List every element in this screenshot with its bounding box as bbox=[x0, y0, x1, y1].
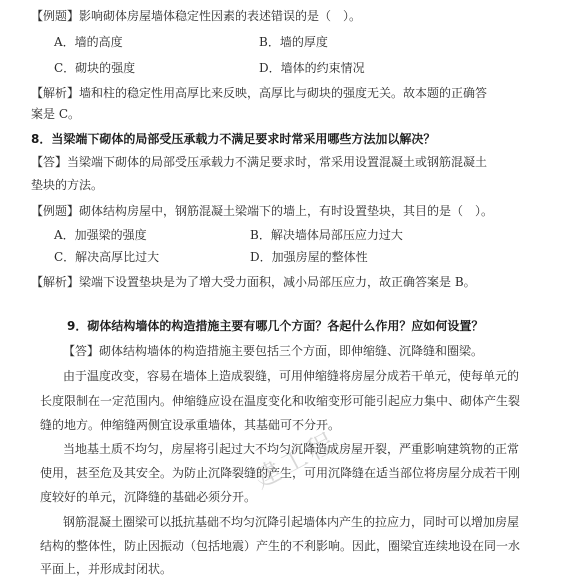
example2-option-d: D．加强房屋的整体性 bbox=[250, 250, 368, 264]
watermark: 建工程 bbox=[249, 426, 343, 496]
q9-line: 钢筋混凝土圈梁可以抵抗基础不均匀沉降引起墙体内产生的拉应力，同时可以增加房屋 bbox=[63, 515, 520, 529]
example2-stem: 【例题】砌体结构房屋中，钢筋混凝土梁端下的墙上，有时设置垫块，其目的是（ ）。 bbox=[31, 204, 494, 218]
example1-option-a: A．墙的高度 bbox=[54, 35, 123, 49]
q8-answer-line2: 垫块的方法。 bbox=[31, 178, 104, 192]
example2-option-a: A．加强梁的强度 bbox=[54, 228, 147, 242]
example2-option-c: C．解决高厚比过大 bbox=[54, 250, 160, 264]
q9-line: 平面上，并形成封闭状。 bbox=[40, 562, 173, 576]
q9-line: 由于温度改变，容易在墙体上造成裂缝，可用伸缩缝将房屋分成若干单元，使每单元的 bbox=[63, 369, 520, 383]
example1-option-c: C．砌块的强度 bbox=[54, 61, 136, 75]
q9-title: 9．砌体结构墙体的构造措施主要有哪几个方面？各起什么作用？应如何设置？ bbox=[67, 319, 484, 333]
q9-line: 当地基土质不均匀，房屋将引起过大不均匀沉降造成房屋开裂，严重影响建筑物的正常 bbox=[63, 442, 520, 456]
example2-option-b: B．解决墙体局部压应力过大 bbox=[250, 228, 403, 242]
example2-analysis: 【解析】梁端下设置垫块是为了增大受力面积，减小局部压应力，故正确答案是 B。 bbox=[31, 275, 476, 289]
q9-line: 缝的地方。伸缩缝两侧宜设承重墙体，其基础可不分开。 bbox=[40, 418, 341, 432]
example1-analysis-line2: 案是 C。 bbox=[31, 107, 80, 121]
example1-option-b: B．墙的厚度 bbox=[259, 35, 328, 49]
q8-title: 8．当梁端下砌体的局部受压承载力不满足要求时常采用哪些方法加以解决？ bbox=[31, 132, 436, 146]
q8-answer-line1: 【答】当梁端下砌体的局部受压承载力不满足要求时，常采用设置混凝土或钢筋混凝土 bbox=[31, 155, 488, 169]
q9-line: 【答】砌体结构墙体的构造措施主要包括三个方面，即伸缩缝、沉降缝和圈梁。 bbox=[63, 344, 484, 358]
q9-line: 长度限制在一定范围内。伸缩缝应设在温度变化和收缩变形可能引起应力集中、砌体产生裂 bbox=[40, 394, 521, 408]
example1-analysis-line1: 【解析】墙和柱的稳定性用高厚比来反映，高厚比与砌块的强度无关。故本题的正确答 bbox=[31, 86, 488, 100]
q9-line: 使用，甚至危及其安全。为防止沉降裂缝的产生，可用沉降缝在适当部位将房屋分成若干刚 bbox=[40, 466, 521, 480]
q9-line: 结构的整体性，防止因振动（包括地震）产生的不利影响。因此，圈梁宜连续地设在同一水 bbox=[40, 539, 521, 553]
example1-option-d: D．墙体的约束情况 bbox=[259, 61, 365, 75]
example1-stem: 【例题】影响砌体房屋墙体稳定性因素的表述错误的是（ ）。 bbox=[31, 9, 362, 23]
q9-line: 度较好的单元，沉降缝的基础必须分开。 bbox=[40, 490, 257, 504]
